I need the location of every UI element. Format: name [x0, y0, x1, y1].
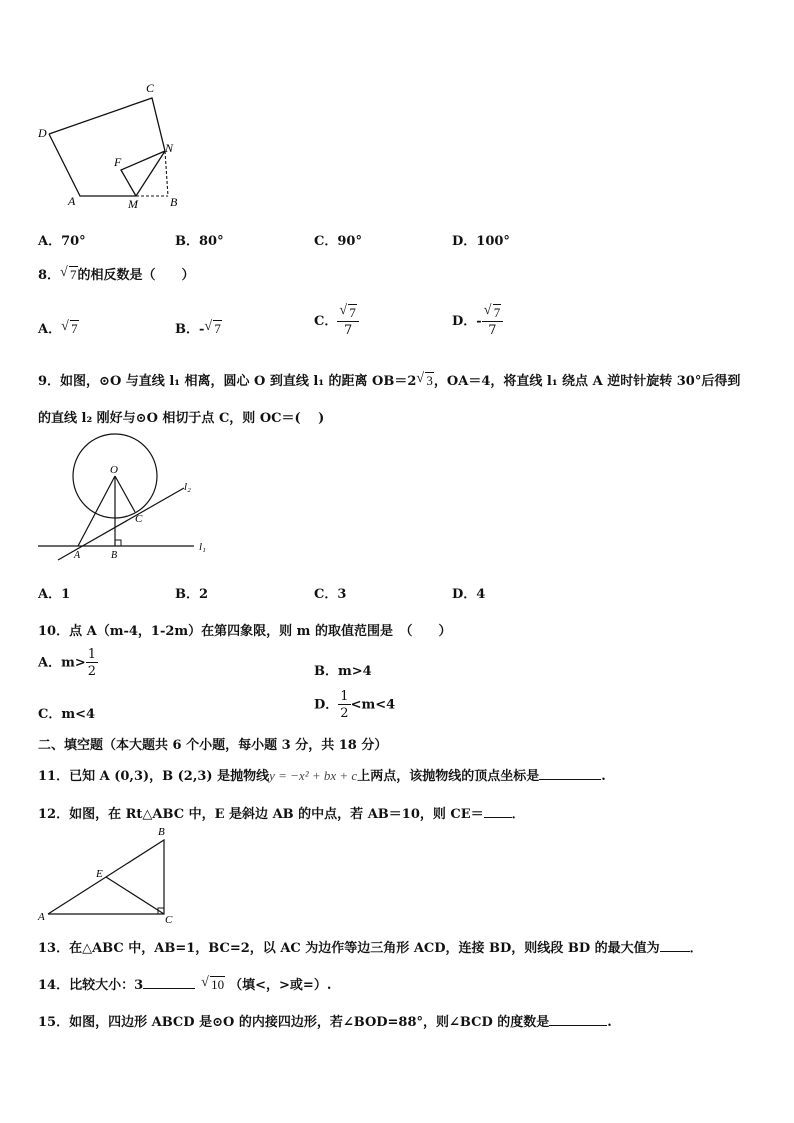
label-C: C	[165, 914, 173, 926]
q8-option-d[interactable]: D．- √ $\frac{7}{7}$	[452, 306, 503, 337]
label-l1: l₁	[199, 541, 206, 553]
q9-option-b[interactable]: B．2	[175, 587, 209, 602]
q8-option-a[interactable]: A．√ 7	[38, 318, 79, 337]
section-title-fill-in: 二、填空题（本大题共 6 个小题，每小题 3 分，共 18 分）	[38, 738, 388, 753]
q15-stem: 15．如图，四边形 ABCD 是⊙O 的内接四边形，若∠BOD=88°，则∠BCD 的度数是 .	[38, 1015, 612, 1030]
figure-q7-quadrilateral	[30, 78, 190, 213]
label-M: M	[128, 197, 138, 211]
label-O: O	[110, 464, 118, 476]
q9-option-c[interactable]: C．3	[314, 587, 347, 602]
q7-option-c[interactable]: C．90°	[314, 234, 362, 249]
q11-stem: 11．已知 A (0,3)，B (2,3) 是抛物线y = −x² + bx + c上两点，该抛物线的顶点坐标是 .	[38, 768, 606, 784]
q13-stem: 13．在△ABC 中，AB=1，BC=2，以 AC 为边作等边三角形 ACD，连接 BD，则线段 BD 的最大值为 ．	[38, 941, 703, 956]
q14-answer-blank[interactable]	[143, 977, 195, 989]
q15-answer-blank[interactable]	[549, 1014, 607, 1026]
label-N: N	[165, 141, 174, 155]
q8-sqrt: √ 7	[60, 267, 78, 283]
q8-option-b[interactable]: B．-√ 7	[175, 318, 222, 337]
label-A: A	[68, 194, 76, 208]
label-E: E	[96, 868, 103, 880]
label-A: A	[38, 911, 45, 923]
label-C: C	[135, 513, 143, 525]
q11-answer-blank[interactable]	[539, 768, 601, 780]
figure-q9-circle-tangent	[34, 430, 214, 565]
q10-option-d[interactable]: D． $\frac{1}{2}$ <m<4	[314, 689, 396, 721]
q9-option-d[interactable]: D．4	[452, 587, 486, 602]
q12-stem: 12．如图，在 Rt△ABC 中，E 是斜边 AB 的中点，若 AB＝10，则 CE＝ ．	[38, 807, 525, 822]
q7-option-a[interactable]: A．70°	[38, 234, 86, 249]
q8-stem: 8．√ 7的相反数是（ ）	[38, 264, 195, 283]
q7-option-d[interactable]: D．100°	[452, 234, 510, 249]
q10-stem: 10．点 A（m-4，1-2m）在第四象限，则 m 的取值范围是 （ ）	[38, 624, 452, 639]
label-C: C	[146, 81, 155, 95]
label-l2: l₂	[184, 481, 191, 493]
label-B: B	[111, 550, 118, 561]
label-A: A	[74, 550, 81, 561]
q8-option-c[interactable]: C． √ $\frac{7}{7}$	[314, 306, 359, 337]
q9-option-a[interactable]: A．1	[38, 587, 71, 602]
q9-stem-line2: 的直线 l₂ 刚好与⊙O 相切于点 C，则 OC＝( )	[38, 411, 325, 426]
q10-option-c[interactable]: C．m<4	[38, 707, 96, 722]
q7-option-b[interactable]: B．80°	[175, 234, 224, 249]
label-B: B	[158, 826, 165, 838]
q10-option-a[interactable]: A．m> $\frac{1}{2}$	[38, 647, 97, 679]
q12-answer-blank[interactable]	[484, 806, 512, 818]
q13-answer-blank[interactable]	[660, 940, 690, 952]
q9-stem-line1: 9．如图，⊙O 与直线 l₁ 相离，圆心 O 到直线 l₁ 的距离 OB＝2√ 3，OA＝4，将直线 l₁ 绕点 A 逆时针旋转 30°后得到	[38, 370, 740, 389]
label-B: B	[170, 195, 178, 209]
q11-formula: y = −x² + bx + c	[269, 768, 358, 783]
q14-stem: 14．比较大小：3√ 10 （填<，>或=）.	[38, 974, 331, 993]
q10-option-b[interactable]: B．m>4	[314, 664, 372, 679]
label-D: D	[38, 126, 47, 140]
figure-q12-right-triangle	[34, 822, 184, 928]
label-F: F	[114, 155, 122, 169]
